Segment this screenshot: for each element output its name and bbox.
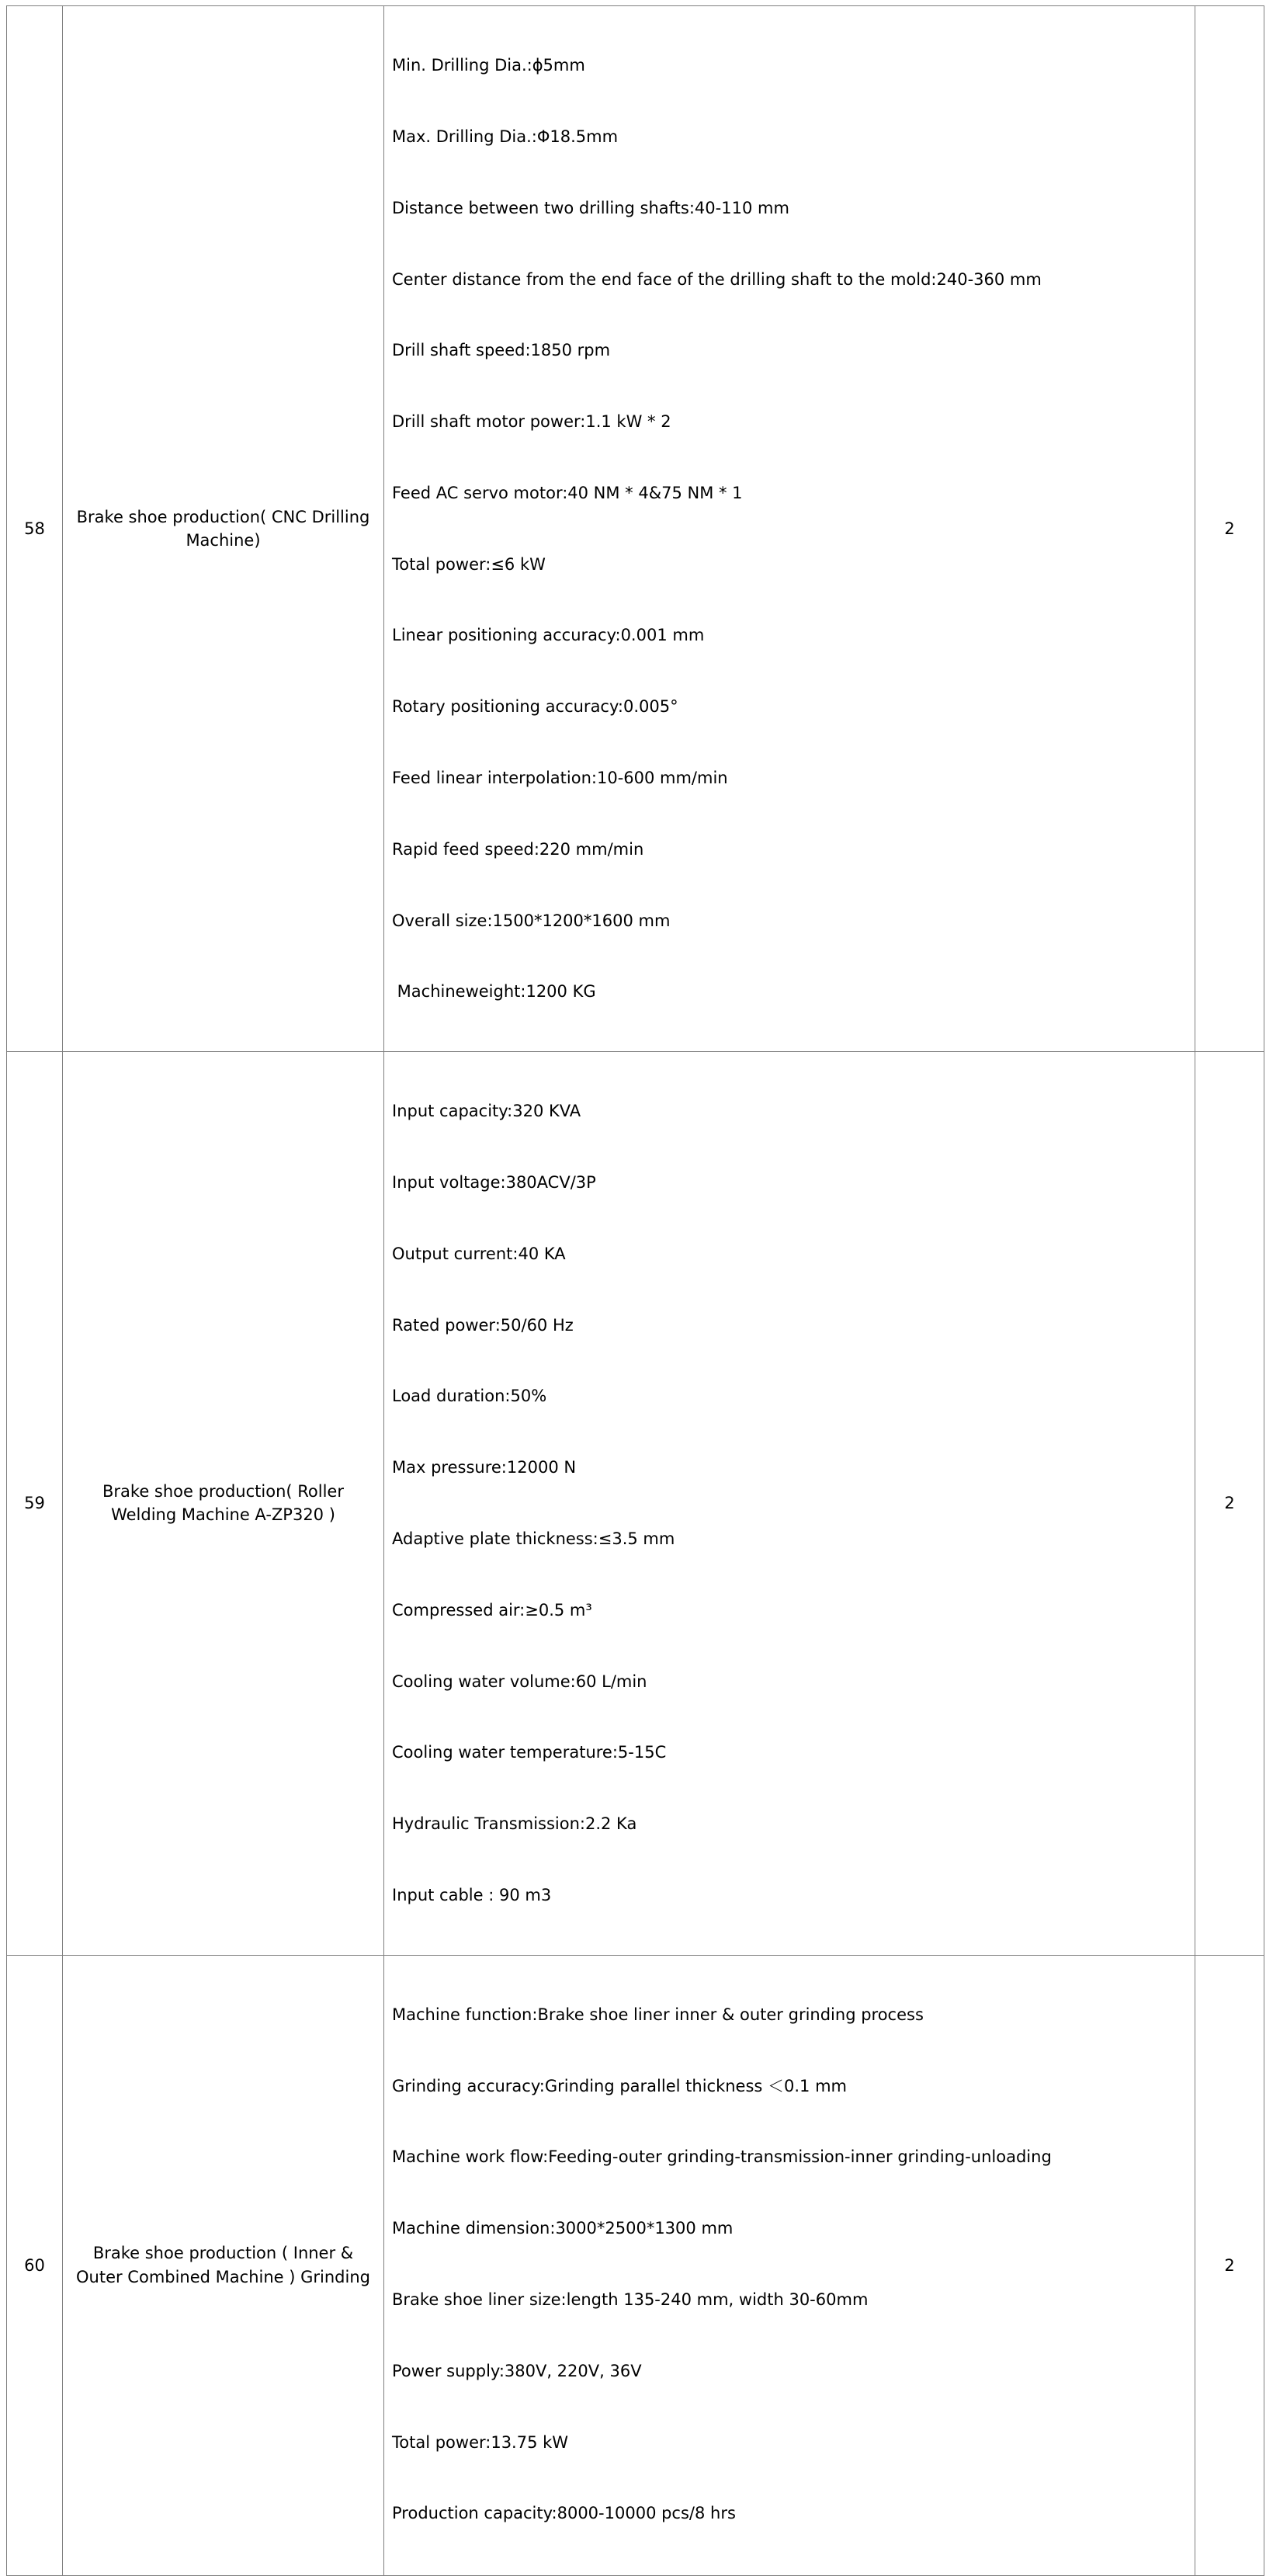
spec-line: Drill shaft motor power:1.1 kW * 2 xyxy=(392,412,671,432)
table-row xyxy=(7,1052,1264,1956)
spec-line: Rated power:50/60 Hz xyxy=(392,1315,574,1335)
spec-line: Max pressure:12000 N xyxy=(392,1458,577,1477)
spec-line: Grinding accuracy:Grinding parallel thickness ＜0.1 mm xyxy=(392,2076,848,2095)
spec-line: Cooling water temperature:5-15C xyxy=(392,1743,667,1762)
spec-line: Total power:≤6 kW xyxy=(392,554,546,574)
item-quantity: 2 xyxy=(1195,1955,1264,2575)
item-quantity: 2 xyxy=(1195,1052,1264,1956)
spec-line: Adaptive plate thickness:≤3.5 mm xyxy=(392,1529,675,1548)
spec-line: Input capacity:320 KVA xyxy=(392,1102,581,1121)
item-specifications xyxy=(384,1955,1195,2575)
spec-line: Machine work flow:Feeding-outer grinding-transmission-inner grinding-unloading xyxy=(392,2147,1052,2167)
item-specifications xyxy=(384,6,1195,1052)
item-number: 60 xyxy=(7,1955,63,2575)
spec-line: Cooling water volume:60 L/min xyxy=(392,1672,647,1691)
spec-line: Linear positioning accuracy:0.001 mm xyxy=(392,626,705,645)
spec-line: Drill shaft speed:1850 rpm xyxy=(392,341,611,360)
spec-line: Min. Drilling Dia.:ɸ5mm xyxy=(392,56,585,75)
spec-line: Machineweight:1200 KG xyxy=(392,982,596,1002)
item-specifications xyxy=(384,1052,1195,1956)
item-name: Brake shoe production( Roller Welding Machine A-ZP320 ) xyxy=(63,1052,384,1956)
spec-line: Rapid feed speed:220 mm/min xyxy=(392,839,644,859)
spec-line: Production capacity:8000-10000 pcs/8 hrs xyxy=(392,2504,736,2523)
spec-line: Machine dimension:3000*2500*1300 mm xyxy=(392,2219,734,2238)
spec-line: Overall size:1500*1200*1600 mm xyxy=(392,911,671,930)
spec-line: Load duration:50% xyxy=(392,1387,547,1406)
item-number: 59 xyxy=(7,1052,63,1956)
spec-line: Feed linear interpolation:10-600 mm/min xyxy=(392,769,728,787)
spec-line: Distance between two drilling shafts:40-110 mm xyxy=(392,198,789,217)
spec-line: Machine function:Brake shoe liner inner & outer grinding process xyxy=(392,2005,924,2024)
spec-line: Brake shoe liner size:length 135-240 mm, width 30-60mm xyxy=(392,2290,869,2309)
spec-line: Input voltage:380ACV/3P xyxy=(392,1173,596,1193)
spec-line: Max. Drilling Dia.:Φ18.5mm xyxy=(392,127,619,146)
item-name: Brake shoe production( CNC Drilling Machine) xyxy=(63,6,384,1052)
item-quantity: 2 xyxy=(1195,6,1264,1052)
spec-line: Feed AC servo motor:40 NM * 4&75 NM * 1 xyxy=(392,483,743,502)
spec-line: Compressed air:≥0.5 m³ xyxy=(392,1600,592,1620)
equipment-spec-table xyxy=(6,5,1264,2576)
table-row xyxy=(7,6,1264,1052)
item-name: Brake shoe production ( Inner & Outer Combined Machine ) Grinding xyxy=(63,1955,384,2575)
spec-line: Total power:13.75 kW xyxy=(392,2432,569,2452)
spec-line: Output current:40 KA xyxy=(392,1244,566,1263)
spec-line: Rotary positioning accuracy:0.005° xyxy=(392,697,678,717)
table-row xyxy=(7,1955,1264,2575)
spec-line: Input cable : 90 m3 xyxy=(392,1885,552,1904)
spec-line: Center distance from the end face of the drilling shaft to the mold:240-360 mm xyxy=(392,269,1042,289)
spec-line: Hydraulic Transmission:2.2 Ka xyxy=(392,1814,637,1834)
item-number: 58 xyxy=(7,6,63,1052)
spec-line: Power supply:380V, 220V, 36V xyxy=(392,2361,642,2380)
